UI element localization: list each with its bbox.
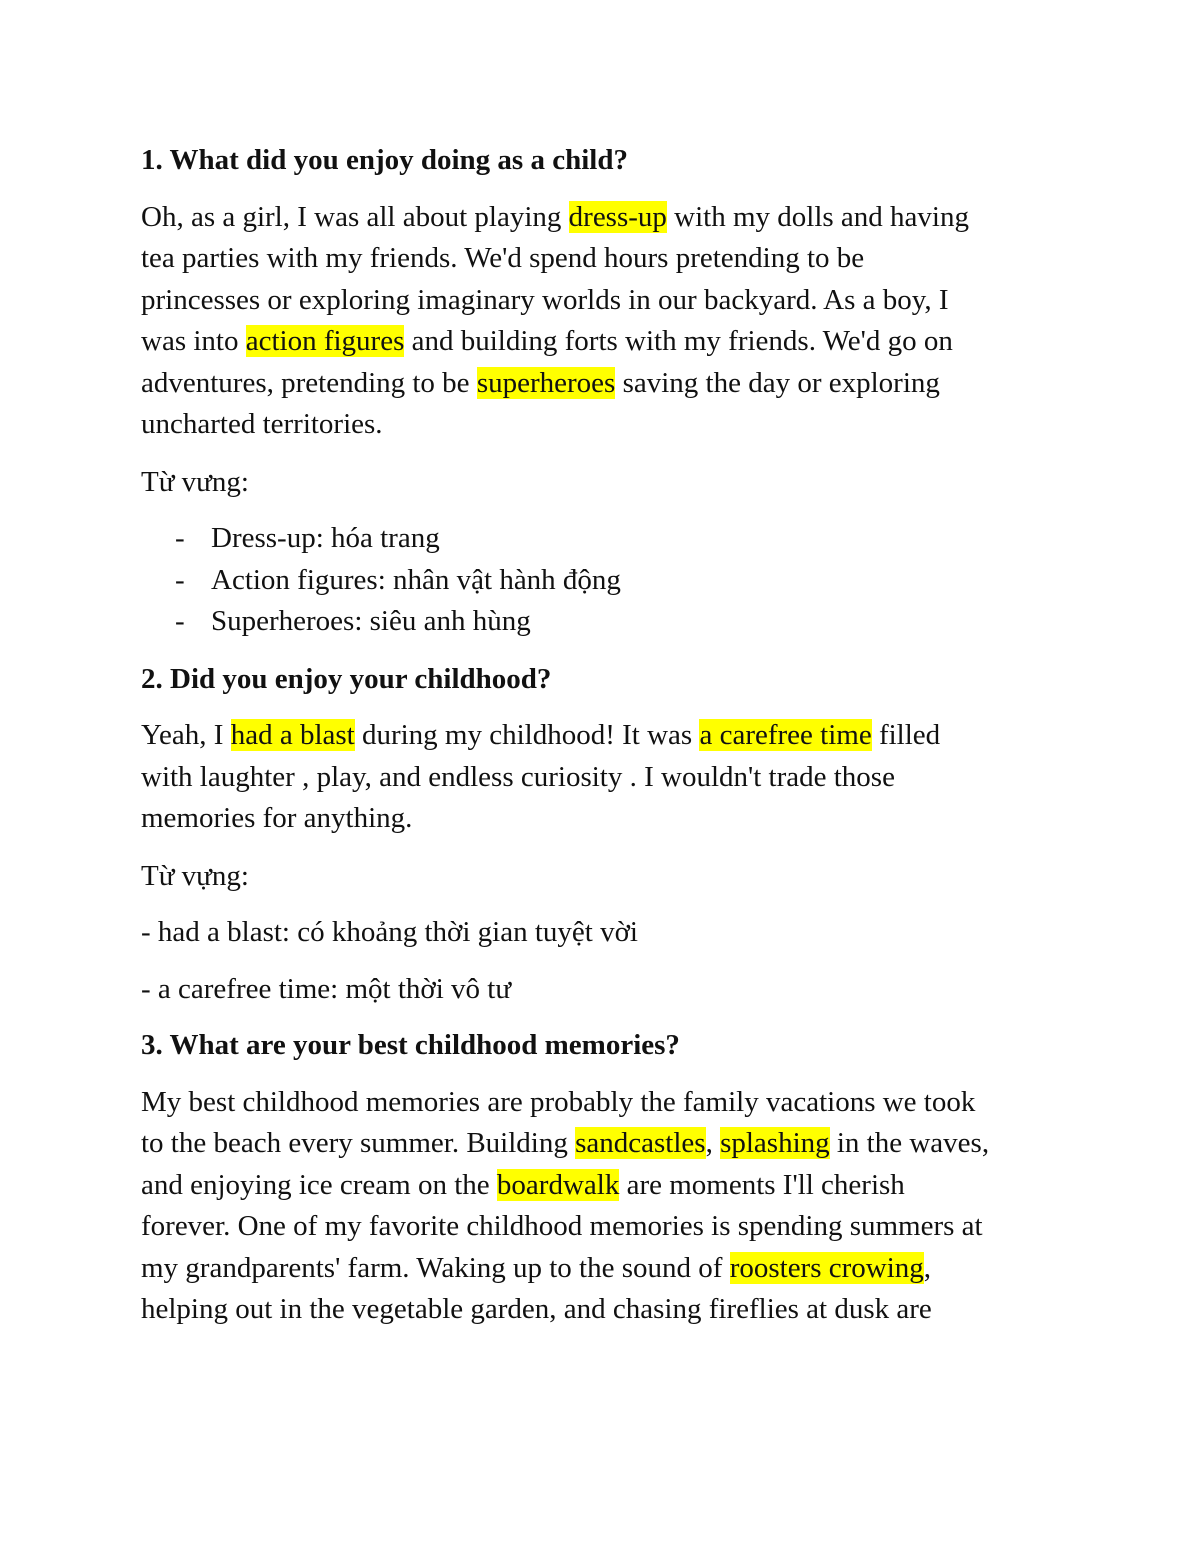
answer-1-line-4 (141, 321, 1081, 363)
text-run: Oh, as a girl, I was all about playing (141, 200, 569, 233)
vocab-entry-2-2: - a carefree time: một thời vô tư (141, 972, 512, 1005)
answer-3-line-5 (141, 1248, 1081, 1290)
question-1-heading: 1. What did you enjoy doing as a child? (141, 144, 628, 176)
answer-1-line-5 (141, 363, 1081, 405)
list-item (141, 518, 1081, 560)
answer-2-line-3: memories for anything. (141, 802, 413, 834)
text-run: adventures, pretending to be (141, 366, 477, 399)
answer-1-line-6: uncharted territories. (141, 408, 383, 440)
vocab-label-2: Từ vựng: (141, 859, 249, 892)
text-run: with my dolls and having (666, 200, 969, 233)
highlight-sandcastles: sandcastles (575, 1127, 706, 1159)
answer-3-line-2 (141, 1123, 1081, 1165)
dash-bullet: - (175, 605, 185, 637)
answer-1-paragraph (141, 197, 1081, 446)
answer-1-line-3: princesses or exploring imaginary worlds in our backyard. As a boy, I (141, 283, 949, 316)
text-run: filled (871, 719, 941, 751)
text-run: to the beach every summer. Building (141, 1127, 576, 1159)
highlight-splashing: splashing (720, 1127, 830, 1159)
highlight-had-a-blast: had a blast (230, 719, 355, 751)
text-run: in the waves, (829, 1127, 990, 1159)
text-run: my grandparents' farm. Waking up to the sound of (141, 1251, 730, 1284)
answer-3-line-1: My best childhood memories are probably the family vacations we took (141, 1085, 976, 1118)
dash-bullet: - (175, 563, 185, 596)
text-run: and enjoying ice cream on the (141, 1168, 497, 1201)
vocab-list-1 (141, 518, 1081, 643)
dash-bullet: - (175, 522, 185, 554)
question-3-heading: 3. What are your best childhood memories? (141, 1029, 680, 1061)
text-run: , (923, 1251, 932, 1284)
answer-2-paragraph (141, 715, 1081, 840)
highlight-boardwalk: boardwalk (496, 1168, 620, 1201)
highlight-a-carefree-time: a carefree time (699, 719, 872, 751)
highlight-action-figures: action figures (245, 325, 405, 357)
vocab-entry: Dress-up: hóa trang (211, 522, 440, 554)
vocab-entry-2-1: - had a blast: có khoảng thời gian tuyệt vời (141, 916, 638, 948)
answer-3-line-4: forever. One of my favorite childhood memories is spending summers at (141, 1210, 983, 1242)
answer-2-line-1 (141, 715, 1081, 757)
highlight-dress-up: dress-up (568, 200, 667, 233)
answer-1-line-2: tea parties with my friends. We'd spend hours pretending to be (141, 242, 865, 274)
highlight-superheroes: superheroes (476, 366, 616, 399)
text-run: saving the day or exploring (615, 366, 940, 399)
answer-3-line-3 (141, 1165, 1081, 1207)
question-2-heading: 2. Did you enjoy your childhood? (141, 662, 552, 695)
answer-3-paragraph (141, 1082, 1081, 1331)
document-content (141, 140, 1081, 1347)
highlight-roosters-crowing: roosters crowing (729, 1251, 924, 1284)
text-run: was into (141, 325, 246, 357)
answer-1-line-1 (141, 197, 1081, 239)
text-run: are moments I'll cherish (619, 1168, 905, 1201)
answer-3-line-6: helping out in the vegetable garden, and chasing fireflies at dusk are (141, 1293, 932, 1325)
answer-2-line-2: with laughter , play, and endless curiosity . I wouldn't trade those (141, 760, 895, 793)
text-run: , (705, 1127, 721, 1159)
vocab-entry: Superheroes: siêu anh hùng (211, 605, 531, 637)
list-item (141, 601, 1081, 643)
vocab-entry: Action figures: nhân vật hành động (211, 563, 621, 596)
text-run: Yeah, I (141, 719, 231, 751)
vocab-label-1: Từ vưng: (141, 465, 249, 498)
list-item (141, 560, 1081, 602)
text-run: and building forts with my friends. We'd go on (404, 325, 953, 357)
text-run: during my childhood! It was (354, 719, 700, 751)
